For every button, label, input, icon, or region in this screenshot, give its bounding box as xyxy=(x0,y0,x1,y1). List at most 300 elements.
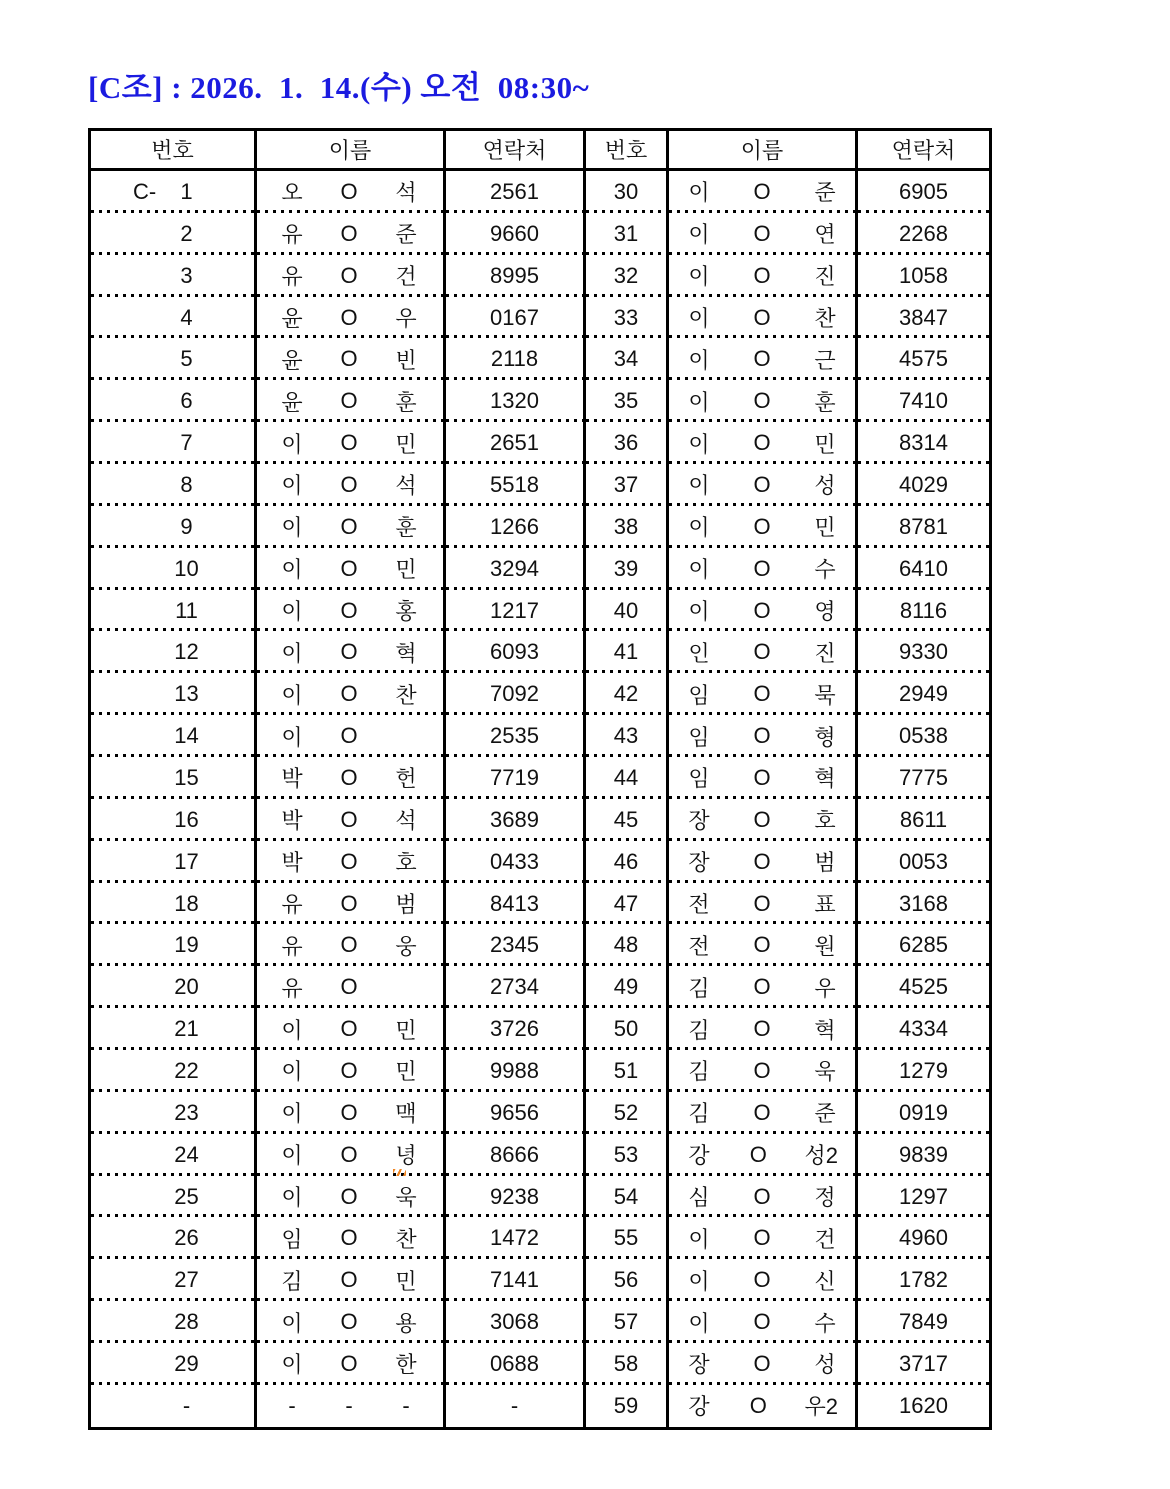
contact-cell-right: 7410 xyxy=(858,380,989,422)
contact-cell-right: 8611 xyxy=(858,799,989,841)
row-number-left: 14 xyxy=(174,723,199,749)
name-cell-left xyxy=(257,631,446,673)
row-number-cell-left xyxy=(91,548,257,590)
name-char: 찬 xyxy=(814,306,836,331)
contact-cell-right: 4334 xyxy=(858,1008,989,1050)
name-char: 이 xyxy=(688,557,710,583)
name-mask-char: O xyxy=(753,555,771,581)
contact-cell-right: 4960 xyxy=(858,1217,989,1259)
contact-cell-left: 6093 xyxy=(446,631,586,673)
name-cell-left xyxy=(257,422,446,464)
row-number-cell-right xyxy=(586,799,669,841)
name-cell-left xyxy=(257,1301,446,1343)
name-mask-char: O xyxy=(753,262,771,288)
name-char: 준 xyxy=(814,180,836,206)
name-char: 임 xyxy=(281,1226,303,1252)
name-cell-right xyxy=(669,255,858,297)
row-number-right: 57 xyxy=(613,1309,639,1335)
name-char: 윤 xyxy=(281,389,303,415)
name-char: 이 xyxy=(281,473,303,499)
name-char: 맥 xyxy=(395,1101,417,1127)
row-number-cell-left xyxy=(91,1134,257,1176)
row-number-cell-left xyxy=(91,1385,257,1427)
name-mask-char: O xyxy=(340,220,358,246)
name-char: 혁 xyxy=(395,640,417,666)
row-number-cell-right xyxy=(586,841,669,883)
name-char: 이 xyxy=(688,599,710,625)
name-cell-right xyxy=(669,506,858,548)
name-cell-right xyxy=(669,464,858,506)
contact-cell-left: 2345 xyxy=(446,924,586,966)
contact-cell-right: 0053 xyxy=(858,841,989,883)
name-char: 임 xyxy=(688,682,710,708)
row-number-cell-left xyxy=(91,1259,257,1301)
name-cell-right xyxy=(669,1176,858,1218)
name-char: 이 xyxy=(281,1310,303,1336)
row-number-left: 26 xyxy=(174,1225,199,1251)
name-cell-right xyxy=(669,1008,858,1050)
name-mask-char: O xyxy=(340,723,358,749)
table-row xyxy=(91,338,989,380)
row-number-cell-left xyxy=(91,380,257,422)
row-number-left: 25 xyxy=(174,1183,199,1209)
row-number-right: 40 xyxy=(613,597,639,623)
row-number-right: 38 xyxy=(613,513,639,539)
name-char: 건 xyxy=(814,1226,836,1252)
row-number-cell-right xyxy=(586,590,669,632)
name-char: 찬 xyxy=(395,1226,417,1252)
contact-cell-left: 3294 xyxy=(446,548,586,590)
name-char: 욱 xyxy=(814,1059,836,1085)
row-number-left: 13 xyxy=(174,681,199,707)
name-cell-right xyxy=(669,924,858,966)
name-mask-char: O xyxy=(340,806,358,832)
name-char: 한 xyxy=(395,1352,417,1378)
name-cell-left xyxy=(257,506,446,548)
name-char: - xyxy=(402,1392,410,1418)
contact-cell-right: 8116 xyxy=(858,590,989,632)
name-char: 성2 xyxy=(804,1143,838,1169)
row-number-left: 17 xyxy=(174,848,199,874)
name-char: 장 xyxy=(688,850,710,876)
name-char: 이 xyxy=(688,347,710,373)
row-number-left: 16 xyxy=(174,806,199,832)
name-char: 임 xyxy=(688,766,710,792)
table-row xyxy=(91,715,989,757)
name-char: 형 xyxy=(814,724,836,750)
table-row xyxy=(91,1259,989,1301)
row-number-left: 9 xyxy=(180,513,193,539)
row-number-cell-right xyxy=(586,422,669,464)
contact-cell-left: 1320 xyxy=(446,380,586,422)
column-header-contact-left: 연락처 xyxy=(446,131,586,168)
name-cell-left xyxy=(257,1259,446,1301)
table-row xyxy=(91,1301,989,1343)
table-row xyxy=(91,171,989,213)
row-number-right: 39 xyxy=(613,555,639,581)
name-cell-right xyxy=(669,338,858,380)
table-header-row xyxy=(91,131,989,171)
name-char: 우2 xyxy=(804,1394,838,1420)
row-number-left: 21 xyxy=(174,1016,199,1042)
row-number-cell-right xyxy=(586,673,669,715)
name-cell-right xyxy=(669,548,858,590)
name-char: 석 xyxy=(395,808,417,834)
name-cell-left xyxy=(257,297,446,339)
name-cell-left xyxy=(257,1385,446,1427)
name-cell-right xyxy=(669,799,858,841)
row-number-cell-right xyxy=(586,715,669,757)
name-mask-char: O xyxy=(753,1309,771,1335)
name-mask-char: O xyxy=(340,681,358,707)
row-number-left: 11 xyxy=(175,597,198,623)
row-number-cell-right xyxy=(586,1301,669,1343)
name-char: 준 xyxy=(395,222,417,248)
table-row xyxy=(91,422,989,464)
contact-cell-left: 9660 xyxy=(446,213,586,255)
contact-cell-right: 6410 xyxy=(858,548,989,590)
contact-cell-right: 0919 xyxy=(858,1092,989,1134)
row-number-left: - xyxy=(182,1392,191,1418)
name-char: 영 xyxy=(814,599,836,625)
table-row xyxy=(91,631,989,673)
table-row xyxy=(91,380,989,422)
name-char: 헌 xyxy=(395,766,417,792)
name-cell-left xyxy=(257,255,446,297)
contact-cell-left: 2118 xyxy=(446,338,586,380)
row-number-left: 5 xyxy=(180,346,193,372)
row-number-cell-right xyxy=(586,255,669,297)
contact-cell-left: 2535 xyxy=(446,715,586,757)
column-header-contact-right: 연락처 xyxy=(891,138,956,163)
row-number-cell-left xyxy=(91,673,257,715)
name-mask-char: O xyxy=(340,262,358,288)
name-cell-right xyxy=(669,380,858,422)
row-number-cell-right xyxy=(586,171,669,213)
name-mask-char: O xyxy=(340,1141,358,1167)
row-number-left: 29 xyxy=(174,1350,199,1376)
table-row xyxy=(91,883,989,925)
row-number-right: 35 xyxy=(613,388,639,414)
row-number-right: 49 xyxy=(613,974,639,1000)
name-cell-right xyxy=(669,1259,858,1301)
name-char: 유 xyxy=(281,892,303,918)
row-number-cell-left xyxy=(91,213,257,255)
contact-cell-right: 1782 xyxy=(858,1259,989,1301)
name-char: 이 xyxy=(688,1310,710,1336)
name-cell-right xyxy=(669,1050,858,1092)
name-char: 민 xyxy=(395,1059,417,1085)
name-char: 석 xyxy=(395,180,417,206)
contact-cell-right: 8314 xyxy=(858,422,989,464)
row-number-right: 48 xyxy=(613,932,639,958)
name-mask-char: O xyxy=(753,388,771,414)
row-number-cell-right xyxy=(586,757,669,799)
row-number-cell-right xyxy=(586,338,669,380)
table-row xyxy=(91,213,989,255)
row-number-cell-right xyxy=(586,924,669,966)
contact-cell-left: 3068 xyxy=(446,1301,586,1343)
row-number-right: 32 xyxy=(613,262,639,288)
name-mask-char: O xyxy=(749,1392,767,1418)
table-row xyxy=(91,1134,989,1176)
row-number-left: 15 xyxy=(174,764,199,790)
row-number-cell-left xyxy=(91,715,257,757)
row-number-cell-left xyxy=(91,841,257,883)
row-number-right: 46 xyxy=(613,848,639,874)
name-mask-char: O xyxy=(340,1057,358,1083)
contact-cell-right: 9839 xyxy=(858,1134,989,1176)
row-number-right: 55 xyxy=(613,1225,639,1251)
contact-cell-left: 2561 xyxy=(446,171,586,213)
row-number-cell-left xyxy=(91,297,257,339)
name-cell-right xyxy=(669,171,858,213)
name-mask-char: O xyxy=(753,471,771,497)
name-mask-char: O xyxy=(753,178,771,204)
roster-table xyxy=(88,128,992,1430)
row-number-left: 24 xyxy=(174,1141,199,1167)
name-mask-char: O xyxy=(753,1267,771,1293)
name-cell-left xyxy=(257,548,446,590)
contact-cell-right: 2268 xyxy=(858,213,989,255)
name-char: 성 xyxy=(814,1352,836,1378)
row-number-right: 34 xyxy=(613,346,639,372)
name-mask-char: O xyxy=(753,723,771,749)
contact-cell-left: 3689 xyxy=(446,799,586,841)
row-number-cell-right xyxy=(586,1092,669,1134)
name-mask-char: O xyxy=(340,471,358,497)
name-char: 진 xyxy=(814,264,836,290)
row-number-left: 10 xyxy=(174,555,199,581)
name-cell-right xyxy=(669,1217,858,1259)
row-number-left: 28 xyxy=(174,1309,199,1335)
row-number-cell-right xyxy=(586,548,669,590)
row-number-cell-right xyxy=(586,213,669,255)
row-number-left: 2 xyxy=(180,220,193,246)
name-char: 혁 xyxy=(814,766,836,792)
name-char: 민 xyxy=(814,515,836,541)
row-number-right: 30 xyxy=(613,178,639,204)
name-mask-char: O xyxy=(749,1141,767,1167)
row-number-right: 45 xyxy=(613,806,639,832)
name-cell-right xyxy=(669,631,858,673)
name-cell-left xyxy=(257,213,446,255)
contact-cell-right: 2949 xyxy=(858,673,989,715)
table-row xyxy=(91,548,989,590)
name-char: 김 xyxy=(688,1059,710,1085)
name-mask-char: O xyxy=(340,513,358,539)
name-mask-char: O xyxy=(340,1350,358,1376)
name-cell-left xyxy=(257,464,446,506)
name-char: 이 xyxy=(281,640,303,666)
row-number-right: 43 xyxy=(613,723,639,749)
name-cell-right xyxy=(669,841,858,883)
table-row xyxy=(91,966,989,1008)
name-char: 강 xyxy=(688,1394,710,1420)
row-number-left: 18 xyxy=(174,890,199,916)
contact-cell-left: 7719 xyxy=(446,757,586,799)
name-char: 빈 xyxy=(395,347,417,373)
row-number-cell-right xyxy=(586,631,669,673)
name-char: 이 xyxy=(281,1185,303,1211)
name-mask-char: O xyxy=(753,304,771,330)
row-number-cell-left xyxy=(91,1343,257,1385)
name-char: 이 xyxy=(281,724,303,750)
row-number-cell-right xyxy=(586,1134,669,1176)
contact-cell-right: 7775 xyxy=(858,757,989,799)
contact-cell-right: 9330 xyxy=(858,631,989,673)
name-char: 김 xyxy=(688,975,710,1001)
name-cell-left xyxy=(257,380,446,422)
contact-cell-right: 8781 xyxy=(858,506,989,548)
name-char: 호 xyxy=(814,808,836,834)
table-row xyxy=(91,464,989,506)
name-char: 유 xyxy=(281,975,303,1001)
contact-cell-right: 1297 xyxy=(858,1176,989,1218)
row-number-cell-right xyxy=(586,1259,669,1301)
name-mask-char: O xyxy=(753,346,771,372)
name-char: 훈 xyxy=(814,389,836,415)
name-mask-char: O xyxy=(340,1099,358,1125)
name-cell-right xyxy=(669,1343,858,1385)
row-number-cell-right xyxy=(586,1050,669,1092)
name-char: 유 xyxy=(281,933,303,959)
row-number-right: 59 xyxy=(613,1392,639,1418)
row-number-cell-left xyxy=(91,1217,257,1259)
row-number-cell-right xyxy=(586,883,669,925)
row-number-left: 22 xyxy=(174,1057,199,1083)
name-mask-char: O xyxy=(753,513,771,539)
row-number-right: 51 xyxy=(613,1057,639,1083)
row-number-cell-left xyxy=(91,1008,257,1050)
row-number-cell-right xyxy=(586,297,669,339)
name-cell-left xyxy=(257,799,446,841)
contact-cell-left: 1266 xyxy=(446,506,586,548)
row-number-right: 50 xyxy=(613,1016,639,1042)
row-number-cell-left xyxy=(91,883,257,925)
name-mask-char: - xyxy=(345,1392,353,1418)
name-char: 묵 xyxy=(814,682,836,708)
name-mask-char: O xyxy=(340,890,358,916)
row-number-cell-left xyxy=(91,422,257,464)
name-char: 이 xyxy=(688,1226,710,1252)
row-number-left: 12 xyxy=(174,639,199,665)
name-char: 윤 xyxy=(281,347,303,373)
contact-cell-right: 6905 xyxy=(858,171,989,213)
name-char: 범 xyxy=(814,850,836,876)
name-char: 이 xyxy=(281,515,303,541)
name-char: 이 xyxy=(688,1268,710,1294)
contact-cell-right: 1058 xyxy=(858,255,989,297)
name-cell-right xyxy=(669,715,858,757)
row-number-left: 23 xyxy=(174,1099,199,1125)
row-number-right: 47 xyxy=(613,890,639,916)
row-number-cell-left xyxy=(91,171,257,213)
name-char: 민 xyxy=(395,1017,417,1043)
table-row xyxy=(91,297,989,339)
table-row xyxy=(91,673,989,715)
name-char: 박 xyxy=(281,808,303,834)
name-cell-left xyxy=(257,590,446,632)
row-number-right: 41 xyxy=(613,639,639,665)
name-cell-right xyxy=(669,422,858,464)
contact-cell-right: 3168 xyxy=(858,883,989,925)
name-char: 웅 xyxy=(395,933,417,959)
contact-cell-left: 0167 xyxy=(446,297,586,339)
name-mask-char: O xyxy=(753,890,771,916)
row-number-cell-right xyxy=(586,464,669,506)
table-row xyxy=(91,255,989,297)
contact-cell-left: 0433 xyxy=(446,841,586,883)
table-row xyxy=(91,1176,989,1218)
row-number-cell-left xyxy=(91,799,257,841)
name-cell-left xyxy=(257,757,446,799)
row-number-right: 54 xyxy=(613,1183,639,1209)
name-char: 이 xyxy=(281,1017,303,1043)
row-number-left: 3 xyxy=(180,262,193,288)
contact-cell-left: 8995 xyxy=(446,255,586,297)
row-number-left: 27 xyxy=(174,1267,199,1293)
name-cell-left xyxy=(257,1008,446,1050)
name-char: 민 xyxy=(395,431,417,457)
name-char: 인 xyxy=(688,640,710,666)
name-char: 홍 xyxy=(395,599,417,625)
name-char: 민 xyxy=(395,557,417,583)
row-number-cell-right xyxy=(586,1176,669,1218)
row-number-cell-left xyxy=(91,338,257,380)
name-mask-char: O xyxy=(753,1350,771,1376)
name-cell-left xyxy=(257,171,446,213)
name-char: 민 xyxy=(395,1268,417,1294)
name-char: 박 xyxy=(281,850,303,876)
table-row xyxy=(91,1385,989,1427)
name-cell-left xyxy=(257,1217,446,1259)
name-char: 박 xyxy=(281,766,303,792)
name-mask-char: O xyxy=(340,388,358,414)
name-char: 준 xyxy=(814,1101,836,1127)
name-char: 이 xyxy=(281,599,303,625)
name-char: 전 xyxy=(688,933,710,959)
name-mask-char: O xyxy=(340,1225,358,1251)
row-number-left: 7 xyxy=(180,430,193,456)
name-char: 이 xyxy=(281,1143,303,1169)
contact-cell-right: 3847 xyxy=(858,297,989,339)
name-char: 장 xyxy=(688,1352,710,1378)
name-mask-char: O xyxy=(753,1016,771,1042)
row-number-left: 20 xyxy=(174,974,199,1000)
row-number-right: 56 xyxy=(613,1267,639,1293)
row-number-cell-right xyxy=(586,966,669,1008)
table-row xyxy=(91,757,989,799)
name-mask-char: O xyxy=(753,974,771,1000)
name-char: 오 xyxy=(281,180,303,206)
name-mask-char: O xyxy=(340,848,358,874)
row-number-cell-left xyxy=(91,464,257,506)
name-char: 훈 xyxy=(395,515,417,541)
row-number-cell-left xyxy=(91,1050,257,1092)
row-number-right: 42 xyxy=(613,681,639,707)
name-char: 찬 xyxy=(395,682,417,708)
name-char: 신 xyxy=(814,1268,836,1294)
name-char: 녕 xyxy=(393,1139,419,1170)
table-row xyxy=(91,1092,989,1134)
name-cell-right xyxy=(669,1092,858,1134)
name-char: 유 xyxy=(281,222,303,248)
table-row xyxy=(91,506,989,548)
name-mask-char: O xyxy=(753,681,771,707)
contact-cell-left: 2651 xyxy=(446,422,586,464)
name-char: 이 xyxy=(688,515,710,541)
